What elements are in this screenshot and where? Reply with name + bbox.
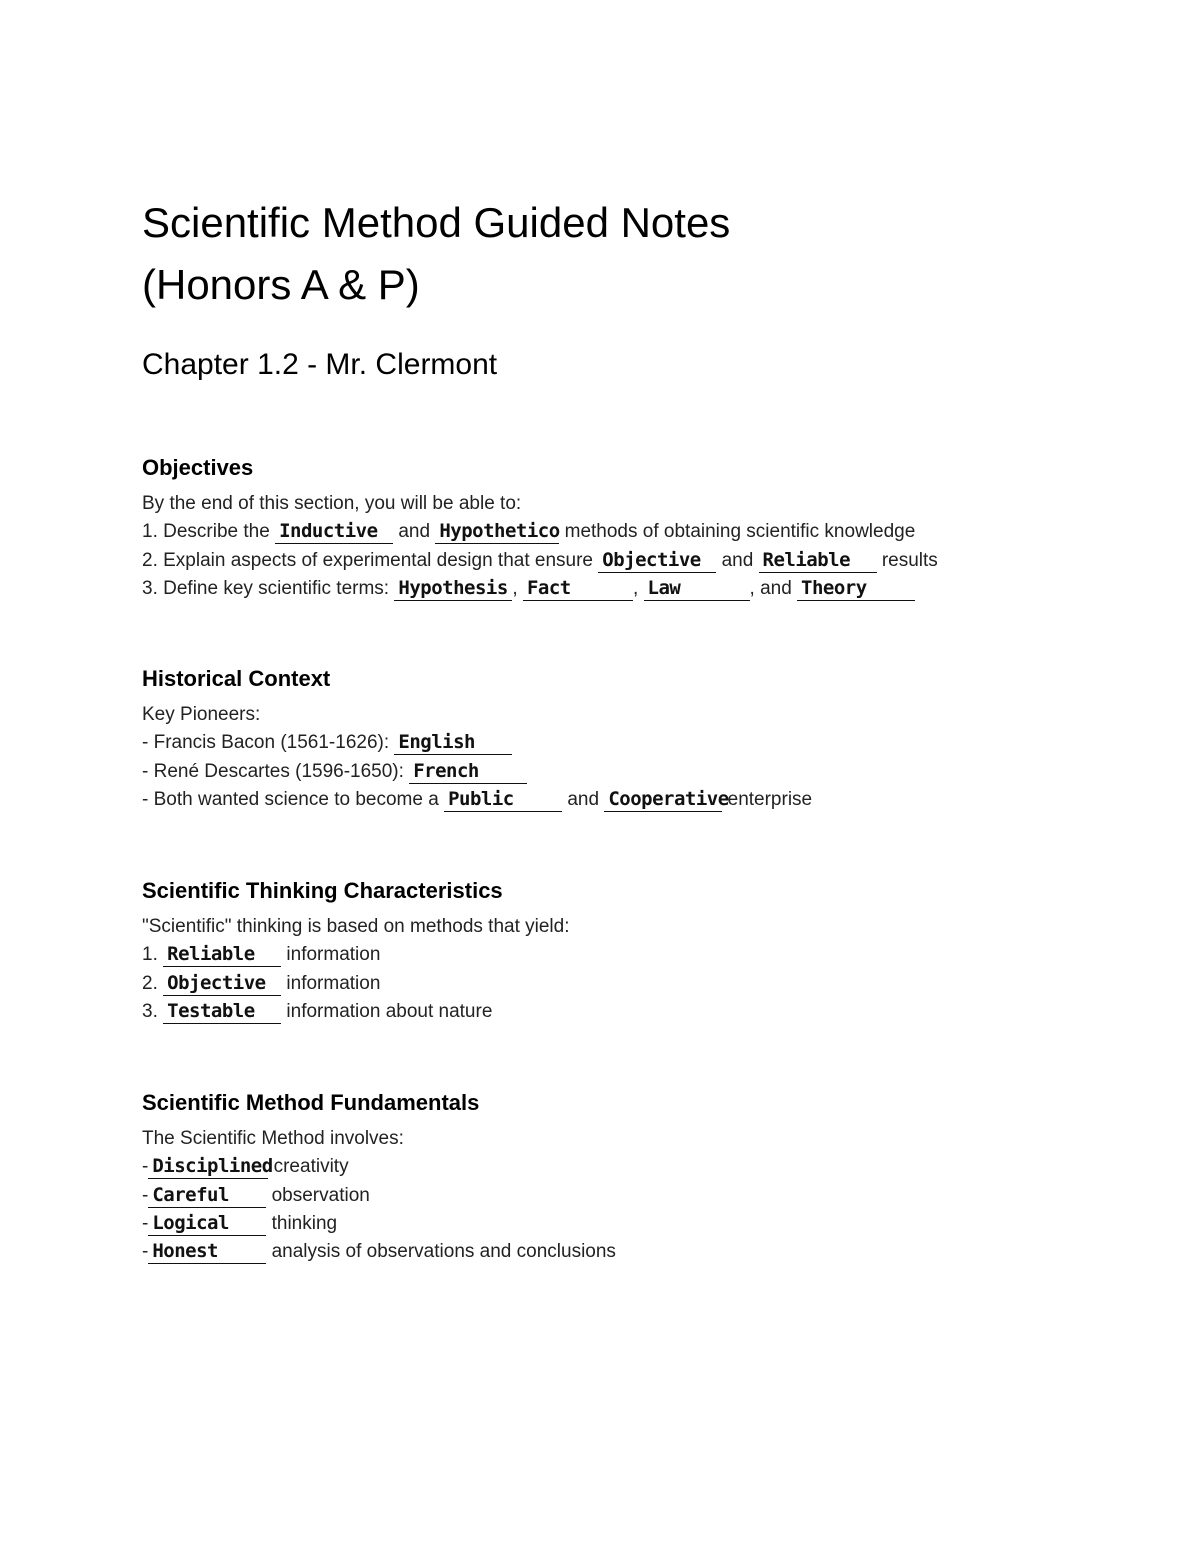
title-line-2: (Honors A & P) (142, 261, 420, 308)
method-item: - Disciplined creativity (142, 1155, 349, 1178)
objective-1: 1. Describe the Inductive and Hypothetico methods of obtaining scientific knowledge (142, 520, 916, 543)
handwritten-answer: Testable (167, 999, 255, 1022)
answer-blank (797, 577, 915, 601)
answer-blank (644, 577, 750, 601)
handwritten-answer: Disciplined (152, 1155, 273, 1178)
answer-blank (523, 577, 633, 601)
answer-blank (394, 577, 512, 601)
history-heading: Historical Context (142, 666, 331, 691)
title-line-1: Scientific Method Guided Notes (142, 199, 731, 246)
answer-blank (148, 1240, 266, 1264)
thinking-intro: "Scientific" thinking is based on methods that yield: (142, 916, 570, 937)
handwritten-answer: Honest (152, 1240, 218, 1263)
answer-blank (163, 943, 281, 967)
answer-blank (444, 788, 562, 812)
objectives-intro: By the end of this section, you will be able to: (142, 493, 522, 514)
answer-blank (409, 760, 527, 784)
history-intro: Key Pioneers: (142, 704, 261, 725)
thinking-item: 3. Testable information about nature (142, 999, 493, 1022)
method-item: - Careful observation (142, 1183, 370, 1206)
answer-blank (435, 520, 559, 544)
historical-context-section (142, 665, 1142, 814)
answer-blank (759, 549, 877, 573)
answer-blank (394, 731, 512, 755)
method-item: - Honest analysis of observations and conclusions (142, 1240, 616, 1263)
answer-blank (148, 1184, 266, 1208)
handwritten-answer: Careful (152, 1183, 229, 1206)
pioneer-bacon: - Francis Bacon (1561-1626): English (142, 729, 1142, 757)
handwritten-answer: Logical (152, 1211, 229, 1234)
handwritten-answer: Public (448, 787, 514, 810)
thinking-item: 1. Reliable information (142, 943, 381, 966)
handwritten-answer: French (413, 759, 479, 782)
handwritten-answer: Reliable (167, 943, 255, 966)
method-item: - Logical thinking (142, 1211, 338, 1234)
handwritten-answer: Objective (602, 548, 701, 571)
handwritten-answer: Law (647, 576, 681, 599)
document-title (142, 192, 1042, 316)
method-intro: The Scientific Method involves: (142, 1128, 404, 1149)
chapter-subtitle: Chapter 1.2 - Mr. Clermont (142, 348, 498, 381)
answer-blank (148, 1155, 273, 1179)
pioneer-descartes: - René Descartes (1596-1650): French (142, 758, 1142, 786)
answer-blank (275, 520, 393, 544)
thinking-characteristics-section (142, 877, 1142, 1026)
pioneers-goal: - Both wanted science to become a Public and Cooperative enterprise (142, 787, 813, 810)
answer-blank (598, 549, 716, 573)
objectives-heading: Objectives (142, 455, 254, 480)
handwritten-answer: Theory (801, 576, 867, 599)
handwritten-answer: Inductive (279, 520, 378, 543)
thinking-heading: Scientific Thinking Characteristics (142, 878, 503, 903)
objective-3: 3. Define key scientific terms: Hypothesis , Fact , Law , and Theory (142, 575, 1142, 603)
handwritten-answer: Fact (526, 576, 571, 599)
handwritten-answer: Objective (167, 971, 266, 994)
objective-2: 2. Explain aspects of experimental design that ensure Objective and Reliable results (142, 548, 938, 571)
answer-blank (163, 1000, 281, 1024)
handwritten-answer: English (398, 731, 475, 754)
answer-blank (148, 1212, 266, 1236)
method-heading: Scientific Method Fundamentals (142, 1090, 480, 1115)
answer-blank (163, 972, 281, 996)
handwritten-answer: Cooperative (608, 787, 729, 810)
answer-blank (604, 787, 729, 812)
thinking-item: 2. Objective information (142, 971, 381, 994)
handwritten-answer: Hypothesis (398, 576, 508, 599)
handwritten-answer: Hypothetico (439, 520, 560, 543)
method-fundamentals-section (142, 1089, 1142, 1266)
objectives-section (142, 454, 1142, 603)
handwritten-answer: Reliable (762, 548, 851, 571)
